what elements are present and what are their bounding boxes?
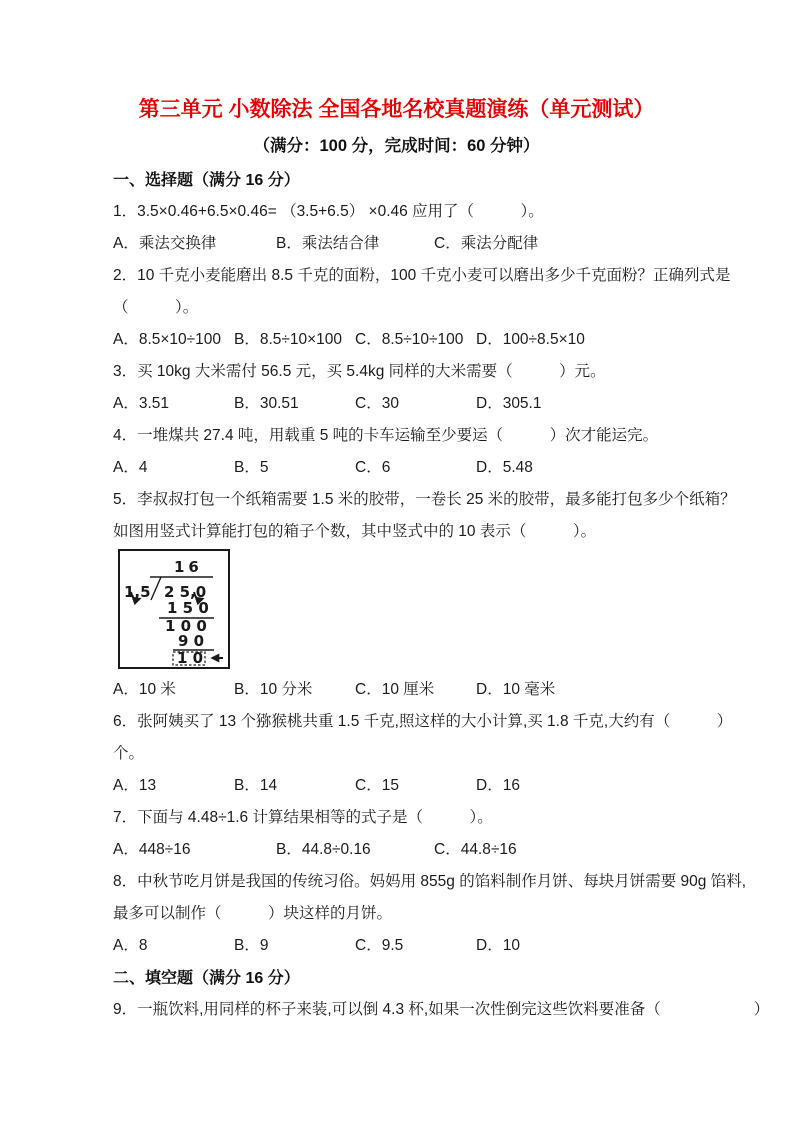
question-7-text: 7．下面与 4.48÷1.6 计算结果相等的式子是（ ）。 xyxy=(113,809,493,826)
option-a: A．8.5×10÷100 xyxy=(113,331,222,348)
dividend-value: 2 5,0 xyxy=(164,583,207,601)
question-5-text-line2: 如图用竖式计算能打包的箱子个数，其中竖式中的 10 表示（ ）。 xyxy=(113,523,597,540)
long-division-figure xyxy=(118,549,230,669)
option-b: B．10 分米 xyxy=(234,681,313,698)
division-slash xyxy=(151,577,161,600)
subtraction-step3: 9 0 xyxy=(178,632,205,650)
option-a: A．13 xyxy=(113,777,157,794)
option-c: C．8.5÷10÷100 xyxy=(355,331,464,348)
option-d: D．16 xyxy=(476,777,520,794)
question-8-text-line1: 8．中秋节吃月饼是我国的传统习俗。妈妈用 855g 的馅料制作月饼、每块月饼需要 90g 馅料, xyxy=(113,873,746,890)
question-6-text-line1: 6．张阿姨买了 13 个猕猴桃共重 1.5 千克,照这样的大小计算,买 1.8 千克,大约有（ ） xyxy=(113,713,733,730)
option-c: C．乘法分配律 xyxy=(434,235,539,252)
question-3-text: 3．买 10kg 大米需付 56.5 元，买 5.4kg 同样的大米需要（ ）元。 xyxy=(113,363,606,380)
option-d: D．10 毫米 xyxy=(476,681,556,698)
question-1-options xyxy=(113,226,680,258)
option-c: C．6 xyxy=(355,459,391,476)
option-a: A．448÷16 xyxy=(113,841,191,858)
question-6-text-line2: 个。 xyxy=(113,745,145,762)
question-5-text-line1: 5．李叔叔打包一个纸箱需要 1.5 米的胶带，一卷长 25 米的胶带，最多能打包多少个纸箱？ xyxy=(113,491,736,508)
section-heading-choice: 一、选择题（满分 16 分） xyxy=(113,171,300,189)
page-subtitle: （满分：100 分，完成时间：60 分钟） xyxy=(253,137,540,155)
option-b: B．8.5÷10×100 xyxy=(234,331,343,348)
question-8-text-line2: 最多可以制作（ ）块这样的月饼。 xyxy=(113,905,393,922)
question-6-options xyxy=(113,768,680,800)
question-3-options xyxy=(113,386,680,418)
option-b: B．30.51 xyxy=(234,395,299,412)
question-8-options xyxy=(113,928,680,960)
option-a: A．3.51 xyxy=(113,395,170,412)
question-9-text: 9．一瓶饮料,用同样的杯子来装,可以倒 4.3 杯,如果一次性倒完这些饮料要准备（ ） xyxy=(113,1001,770,1018)
option-b: B．44.8÷0.16 xyxy=(276,841,371,858)
question-2-text-line1: 2．10 千克小麦能磨出 8.5 千克的面粉，100 千克小麦可以磨出多少千克面粉？正确列式是 xyxy=(113,267,731,284)
option-c: C．15 xyxy=(355,777,399,794)
document-content xyxy=(113,0,770,1024)
option-b: B．14 xyxy=(234,777,278,794)
divisor-value: 1,5 xyxy=(124,583,151,601)
option-d: D．100÷8.5×10 xyxy=(476,331,585,348)
option-b: B．5 xyxy=(234,459,269,476)
long-division-diagram xyxy=(120,551,228,667)
option-b: B．乘法结合律 xyxy=(276,235,380,252)
option-a: A．10 米 xyxy=(113,681,176,698)
option-c: C．9.5 xyxy=(355,937,404,954)
subtraction-step1: 1 5 0 xyxy=(167,599,209,617)
question-4-text: 4．一堆煤共 27.4 吨，用载重 5 吨的卡车运输至少要运（ ）次才能运完。 xyxy=(113,427,659,444)
option-a: A．8 xyxy=(113,937,148,954)
question-4-options xyxy=(113,450,680,482)
question-1-text: 1．3.5×0.46+6.5×0.46= （3.5+6.5） ×0.46 应用了（ ）。 xyxy=(113,203,544,220)
option-d: D．305.1 xyxy=(476,395,542,412)
subtraction-step2: 1 0 0 xyxy=(165,617,207,635)
option-a: A．乘法交换律 xyxy=(113,235,217,252)
option-d: D．5.48 xyxy=(476,459,533,476)
question-5-options xyxy=(113,672,680,704)
option-c: C．10 厘米 xyxy=(355,681,435,698)
question-2-options xyxy=(113,322,680,354)
option-a: A．4 xyxy=(113,459,148,476)
option-c: C．44.8÷16 xyxy=(434,841,517,858)
remainder-value: 1 0 xyxy=(177,649,204,667)
question-2-text-line2: （ ）。 xyxy=(113,299,199,316)
quotient-value: 16 xyxy=(174,558,203,576)
question-7-options xyxy=(113,832,680,864)
page-title: 第三单元 小数除法 全国各地名校真题演练（单元测试） xyxy=(138,98,655,121)
section-heading-fill: 二、填空题（满分 16 分） xyxy=(113,969,300,987)
option-b: B．9 xyxy=(234,937,269,954)
option-d: D．10 xyxy=(476,937,520,954)
option-c: C．30 xyxy=(355,395,399,412)
